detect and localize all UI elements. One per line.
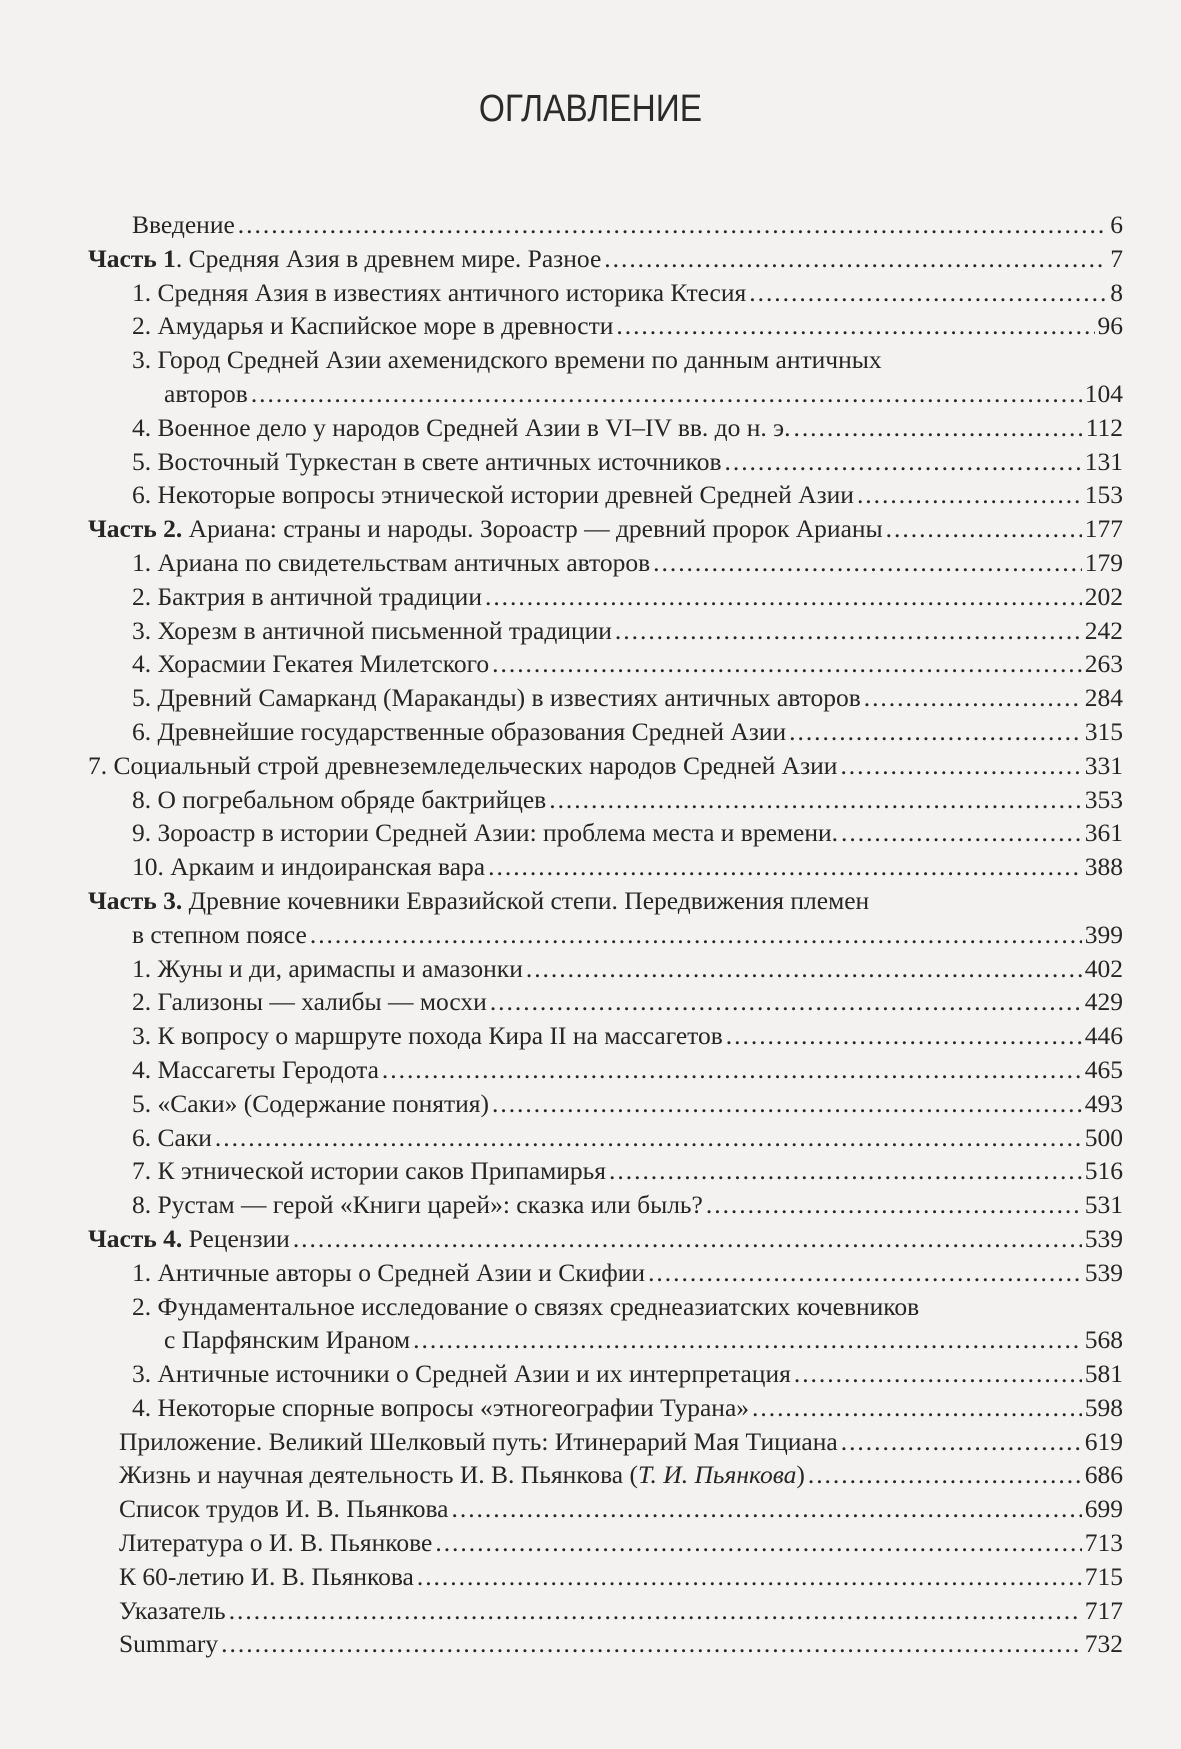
page-number: 516: [1084, 1156, 1123, 1186]
leader-dots: [310, 918, 1082, 952]
page-number: 96: [1097, 311, 1123, 341]
leader-dots: [752, 1391, 1082, 1425]
leader-dots: [840, 749, 1081, 783]
toc-entry: [88, 478, 1123, 512]
leader-dots: [221, 1627, 1082, 1661]
toc-entry: [88, 1492, 1123, 1526]
leader-dots: [492, 647, 1082, 681]
toc-entry-label: 3. Хорезм в античной письменной традиции: [132, 615, 612, 645]
toc-entry: [88, 1188, 1123, 1222]
toc-entry: [88, 1019, 1123, 1053]
page-number: 284: [1084, 683, 1123, 713]
page-number: 179: [1084, 547, 1123, 577]
leader-dots: [789, 715, 1082, 749]
toc-entry-label: 5. Древний Самарканд (Мараканды) в известиях античных авторов: [132, 683, 861, 713]
toc-entry: [88, 952, 1123, 986]
toc-entry: [88, 445, 1123, 479]
toc-entry-label: 5. «Саки» (Содержание понятия): [132, 1088, 489, 1118]
toc-entry-label: 1. Античные авторы о Средней Азии и Скифии: [132, 1257, 646, 1287]
page-number: 429: [1084, 987, 1123, 1017]
leader-dots: [413, 1323, 1082, 1357]
leader-dots: [382, 1053, 1082, 1087]
page-number: 732: [1084, 1629, 1123, 1659]
page-number: 717: [1084, 1595, 1123, 1625]
leader-dots: [435, 1526, 1081, 1560]
toc-entry: [88, 1560, 1123, 1594]
page-number: 598: [1084, 1392, 1123, 1422]
page-number: 331: [1084, 750, 1123, 780]
toc-entry: [88, 749, 1123, 783]
page-number: 493: [1084, 1088, 1123, 1118]
toc-entry-label: Литература о И. В. Пьянкове: [119, 1528, 433, 1558]
toc-entry: [88, 1087, 1123, 1121]
leader-dots: [726, 1019, 1082, 1053]
toc-entry: [88, 546, 1123, 580]
leader-dots: [653, 546, 1082, 580]
leader-dots: [793, 411, 1082, 445]
toc-entry-label: 4. Хорасмии Гекатея Милетского: [132, 649, 490, 679]
toc-entry: [88, 715, 1123, 749]
toc-entry-label: 4. Некоторые спорные вопросы «этногеографии Турана»: [132, 1392, 750, 1422]
page-number: 7: [1110, 243, 1123, 273]
leader-dots: [604, 242, 1107, 276]
toc-entry-text: 3. Город Средней Азии ахеменидского времени по данным античных: [132, 345, 882, 375]
toc-part-entry: [88, 242, 1123, 276]
toc-entry-label: Часть 1. Средняя Азия в древнем мире. Разное: [88, 243, 602, 273]
toc-part-entry: [88, 884, 1123, 952]
page-number: 402: [1084, 953, 1123, 983]
toc-entry: [88, 208, 1123, 242]
page-number: 531: [1084, 1190, 1123, 1220]
toc-entry-label: 7. Социальный строй древнеземледельческих народов Средней Азии: [88, 750, 838, 780]
toc-entry-label: Список трудов И. В. Пьянкова: [119, 1494, 449, 1524]
page-number: 539: [1084, 1223, 1123, 1253]
toc-entry-label: в степном поясе: [132, 919, 307, 949]
page-title: ОГЛАВЛЕНИЕ: [478, 88, 703, 130]
leader-dots: [485, 580, 1082, 614]
toc-entry: [88, 681, 1123, 715]
leader-dots: [490, 985, 1082, 1019]
part-prefix: Часть 2.: [88, 514, 183, 544]
toc-entry: [88, 1256, 1123, 1290]
toc-entry-label: Часть 4. Рецензии: [88, 1223, 290, 1253]
page-number: 153: [1084, 480, 1123, 510]
page-number: 112: [1085, 412, 1123, 442]
page-number: 388: [1084, 852, 1123, 882]
toc-entry-label: Указатель: [119, 1595, 226, 1625]
page-number: 202: [1084, 581, 1123, 611]
toc-entry: [88, 783, 1123, 817]
toc-entry: [88, 1053, 1123, 1087]
leader-dots: [238, 208, 1107, 242]
toc-part-entry: [88, 1222, 1123, 1256]
part-prefix: Часть 3.: [88, 885, 183, 915]
page-number: 713: [1084, 1528, 1123, 1558]
toc-entry-first-line: [132, 1290, 1123, 1324]
toc-entry-first-line: [132, 343, 1123, 377]
leader-dots: [857, 478, 1082, 512]
toc-entry-label: 3. К вопросу о маршруте похода Кира II на массагетов: [132, 1021, 723, 1051]
page-number: 104: [1084, 378, 1123, 408]
part-prefix: Часть 1: [88, 243, 176, 273]
page-number: 715: [1084, 1561, 1123, 1591]
toc-entry-label: Summary: [119, 1629, 219, 1659]
toc-entry: [88, 1290, 1123, 1358]
toc-entry: [88, 276, 1123, 310]
part-prefix: Часть 4.: [88, 1223, 183, 1253]
toc-entry-label: 6. Древнейшие государственные образования Средней Азии: [132, 716, 787, 746]
leader-dots: [488, 850, 1082, 884]
toc-entry: [88, 850, 1123, 884]
page-number: 686: [1084, 1460, 1123, 1490]
leader-dots: [648, 1256, 1082, 1290]
toc-entry: [88, 1526, 1123, 1560]
toc-entry-label: Часть 2. Ариана: страны и народы. Зороастр — древний пророк Арианы: [88, 514, 883, 544]
toc-entry-label: 1. Жуны и ди, аримаспы и амазонки: [132, 953, 523, 983]
leader-dots: [293, 1222, 1082, 1256]
toc-part-entry: [88, 512, 1123, 546]
toc-entry-text: Древние кочевники Евразийской степи. Передвижения племен: [182, 885, 870, 915]
toc-entry-label: с Парфянским Ираном: [164, 1325, 411, 1355]
toc-entry: [88, 1391, 1123, 1425]
toc-entry: [88, 580, 1123, 614]
leader-dots: [615, 614, 1082, 648]
leader-dots: [841, 816, 1082, 850]
leader-dots: [452, 1492, 1082, 1526]
page-number: 6: [1110, 210, 1123, 239]
leader-dots: [616, 309, 1094, 343]
toc-entry-label: К 60-летию И. В. Пьянкова: [119, 1561, 414, 1591]
leader-dots: [706, 1188, 1082, 1222]
leader-dots: [251, 377, 1082, 411]
toc-entry: [88, 614, 1123, 648]
leader-dots: [864, 681, 1082, 715]
page-number: 263: [1084, 649, 1123, 679]
toc-entry-label: 2. Бактрия в античной традиции: [132, 581, 482, 611]
page-number: 699: [1084, 1494, 1123, 1524]
toc-entry-label: 4. Массагеты Геродота: [132, 1054, 379, 1084]
toc-entry-label: 2. Амударья и Каспийское море в древности: [132, 311, 614, 341]
toc-entry-label: 9. Зороастр в истории Средней Азии: проблема места и времени.: [132, 818, 839, 848]
toc-entry-text: 2. Фундаментальное исследование о связях среднеазиатских кочевников: [132, 1291, 920, 1321]
toc-entry: [88, 1154, 1123, 1188]
toc-entry: [88, 647, 1123, 681]
toc-entry: [88, 309, 1123, 343]
toc-entry-label: 1. Средняя Азия в известиях античного историка Ктесия: [132, 277, 747, 307]
page-number: 177: [1084, 514, 1123, 544]
leader-dots: [526, 952, 1082, 986]
toc-entry: [88, 1594, 1123, 1628]
toc-entry-label: Жизнь и научная деятельность И. В. Пьянкова (Т. И. Пьянкова): [119, 1460, 805, 1490]
leader-dots: [841, 1425, 1082, 1459]
leader-dots: [794, 1357, 1082, 1391]
leader-dots: [492, 1087, 1082, 1121]
toc-entry: [88, 1357, 1123, 1391]
page-number: 315: [1084, 716, 1123, 746]
toc-entry-label: 10. Аркаим и индоиранская вара: [132, 852, 486, 882]
leader-dots: [808, 1458, 1082, 1492]
page-number: 581: [1084, 1359, 1123, 1389]
toc-entry: [88, 985, 1123, 1019]
table-of-contents: [88, 208, 1123, 1661]
leader-dots: [549, 783, 1082, 817]
leader-dots: [215, 1121, 1082, 1155]
leader-dots: [417, 1560, 1082, 1594]
leader-dots: [886, 512, 1082, 546]
toc-entry: [88, 1627, 1123, 1661]
toc-entry-label: 3. Античные источники о Средней Азии и их интерпретация: [132, 1359, 791, 1389]
page-number: 500: [1084, 1122, 1123, 1152]
toc-entry-label: 5. Восточный Туркестан в свете античных источников: [132, 446, 722, 476]
toc-entry-label: 6. Саки: [132, 1122, 212, 1152]
leader-dots: [229, 1594, 1082, 1628]
page-number: 568: [1084, 1325, 1123, 1355]
toc-entry: [88, 411, 1123, 445]
page-number: 361: [1084, 818, 1123, 848]
toc-entry: [88, 816, 1123, 850]
toc-entry-label: Приложение. Великий Шелковый путь: Итинерарий Мая Тициана: [119, 1426, 838, 1456]
page-number: 242: [1084, 615, 1123, 645]
toc-entry: [88, 1425, 1123, 1459]
leader-dots: [609, 1154, 1082, 1188]
toc-entry-label: 6. Некоторые вопросы этнической истории древней Средней Азии: [132, 480, 854, 510]
toc-entry-label: 4. Военное дело у народов Средней Азии в VI–IV вв. до н. э.: [132, 412, 791, 442]
page-number: 446: [1084, 1021, 1123, 1051]
page-number: 619: [1084, 1426, 1123, 1456]
page-number: 8: [1110, 277, 1123, 307]
leader-dots: [749, 276, 1107, 310]
toc-entry: [88, 343, 1123, 411]
toc-entry-label: авторов: [164, 378, 248, 408]
toc-entry-first-line: [88, 884, 1123, 918]
toc-entry-label: 8. Рустам — герой «Книги царей»: сказка или быль?: [132, 1190, 703, 1220]
author-note: Т. И. Пьянкова: [637, 1460, 797, 1490]
toc-entry-label: 7. К этнической истории саков Припамирья: [132, 1156, 607, 1186]
page-number: 131: [1084, 446, 1123, 476]
page-number: 353: [1084, 784, 1123, 814]
toc-entry: [88, 1458, 1123, 1492]
page-number: 539: [1084, 1257, 1123, 1287]
toc-entry-label: Введение: [132, 210, 235, 239]
leader-dots: [725, 445, 1082, 479]
toc-entry-label: 8. О погребальном обряде бактрийцев: [132, 784, 547, 814]
page-number: 465: [1084, 1054, 1123, 1084]
toc-entry-label: 1. Ариана по свидетельствам античных авторов: [132, 547, 651, 577]
page-number: 399: [1084, 919, 1123, 949]
toc-entry-label: 2. Гализоны — халибы — мосхи: [132, 987, 487, 1017]
toc-entry: [88, 1121, 1123, 1155]
